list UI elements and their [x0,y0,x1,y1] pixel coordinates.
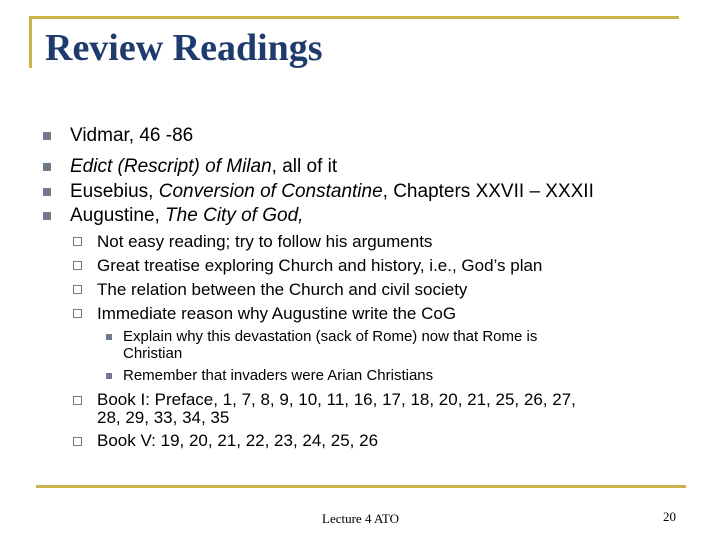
sub-item: Immediate reason why Augustine write the CoG [97,304,457,323]
reading-edict-title: Edict (Rescript) of Milan [70,156,272,177]
book-line2: 28, 29, 33, 34, 35 [97,408,230,427]
sub-sub-item-line1: Explain why this devastation (sack of Rome) now that Rome is [123,328,538,345]
reading-edict [70,156,337,178]
sub-item: Not easy reading; try to follow his arguments [97,232,433,251]
bullet-hollow-square-icon [73,237,82,246]
reading-eusebius-author: Eusebius, [70,181,159,202]
bullet-hollow-square-icon [73,437,82,446]
reading-augustine-title: The City of God, [165,205,304,226]
bullet-hollow-square-icon [73,285,82,294]
reading-vidmar: Vidmar, 46 -86 [70,125,194,146]
left-rule [29,16,32,68]
slide-title: Review Readings [45,27,323,69]
bullet-hollow-square-icon [73,309,82,318]
sub-item: The relation between the Church and civil society [97,280,468,299]
bullet-square-icon [106,373,112,379]
book-line1: Book V: 19, 20, 21, 22, 23, 24, 25, 26 [97,431,379,450]
footer-text: Lecture 4 ATO [322,511,400,526]
sub-sub-item-line1: Remember that invaders were Arian Christians [123,367,434,384]
reading-augustine-author: Augustine, [70,205,166,226]
reading-eusebius [70,181,594,203]
bullet-square-icon [43,132,51,140]
reading-augustine [70,205,303,227]
sub-item: Great treatise exploring Church and history, i.e., God’s plan [97,256,543,275]
reading-eusebius-chapters: , Chapters XXVII – XXXII [382,181,594,202]
book-line1: Book I: Preface, 1, 7, 8, 9, 10, 11, 16, 17, 18, 20, 21, 25, 26, 27, [97,390,576,409]
top-rule [29,16,679,19]
bullet-square-icon [43,212,51,220]
bullet-hollow-square-icon [73,261,82,270]
bottom-rule [36,485,686,488]
bullet-square-icon [43,188,51,196]
bullet-square-icon [106,334,112,340]
bullet-hollow-square-icon [73,396,82,405]
reading-eusebius-title: Conversion of Constantine [158,181,383,202]
bullet-square-icon [43,163,51,171]
sub-sub-item-line2: Christian [123,345,183,362]
page-number: 20 [663,509,676,524]
reading-edict-note: , all of it [271,156,338,177]
